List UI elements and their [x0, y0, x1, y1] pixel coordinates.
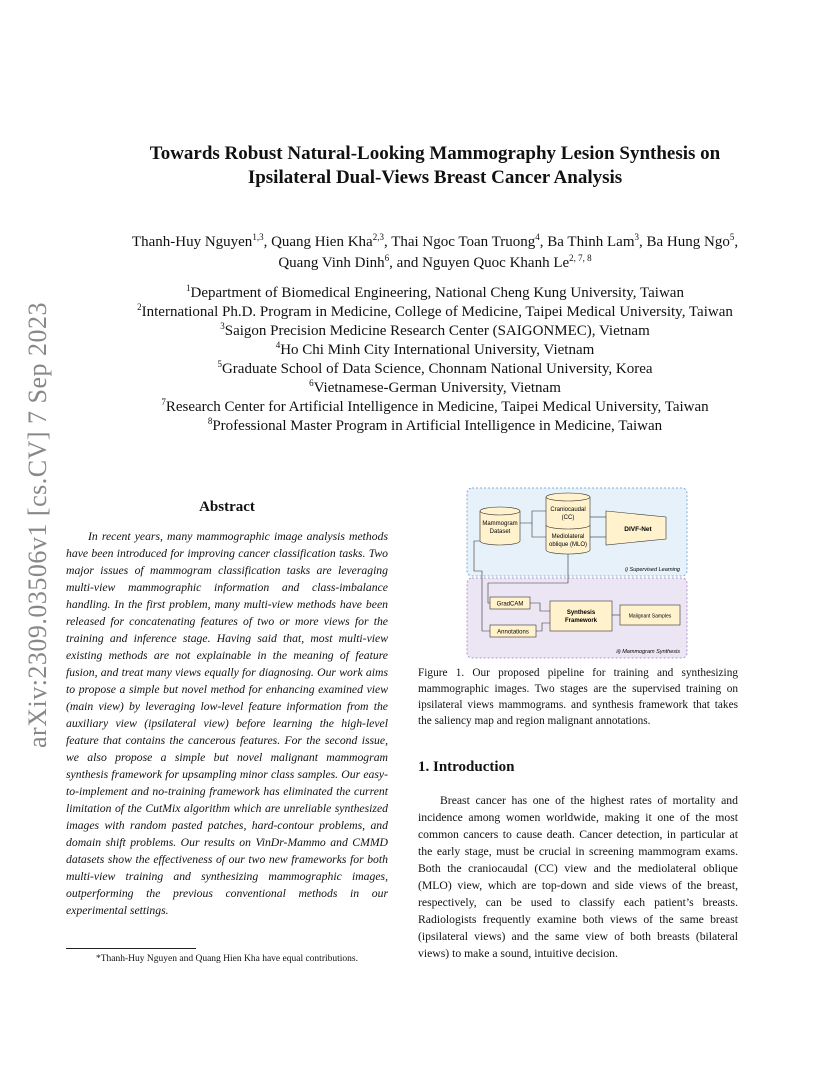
- affil-text: Professional Master Program in Artificial Intelligence in Medicine, Taiwan: [212, 418, 663, 434]
- affiliation-item: [60, 398, 810, 417]
- paper-title: [90, 142, 780, 190]
- affil-sup: 8: [207, 416, 213, 426]
- introduction-body: Breast cancer has one of the highest rates of mortality and incidence among women worldwide, making it one of the most common cancers to cause death. Cancer detection, in particular at the early stage, must be crucial in screening mammogram exams. Both the craniocaudal (CC) view and the mediolateral oblique (MLO) view, which are top-down and side views of the breast, respectively, can be used to classify each patient’s breasts. Radiologists frequently examine both views of the same breast (ipsilateral views) and the same view of both breasts (bilateral views) to make a sound, intuitive decision.: [418, 794, 738, 960]
- author-separator: , and: [389, 255, 423, 271]
- introduction-heading: 1. Introduction: [418, 759, 515, 775]
- affil-sup: 4: [275, 340, 281, 350]
- fig-cc-label-1: Craniocaudal: [550, 507, 586, 513]
- abstract-body: In recent years, many mammographic image analysis methods have been introduced for improving cancer classification tasks. Two major issues of mammogram classification tasks are leveraging multi-view mammographic information and class-imbalance handling. In the first problem, many multi-view methods have been released for concatenating features of two or more views for the training and inference stage. Having said that, most multi-view existing methods are not explainable in the meaning of feature fusion, and treat many views equally for diagnosing. Our work aims to propose a simple but novel method for enhancing examined view (main view) by leveraging low-level feature information from the auxiliary view (ipsilateral view) before learning the high-level feature that contains the cancerous features. For the second issue, we also propose a simple but novel malignant mammogram synthesis framework for upsampling minor class samples. Our easy-to-implement and no-training framework has eliminated the current limitation of the CutMix algorithm which are unreliable synthesized images with random pasted patches, hard-contour problems, and domain shift problems. Our results on VinDr-Mammo and CMMD datasets show the effectiveness of our two new frameworks for both multi-view training and synthesizing mammographic images, outperforming the previous conventional methods in our experimental settings.: [66, 530, 388, 917]
- affil-sup: 3: [220, 321, 225, 331]
- author-affil-sup: 2,3: [372, 232, 384, 242]
- affil-text: Vietnamese-German University, Vietnam: [313, 380, 561, 396]
- figure-caption: Figure 1. Our proposed pipeline for training and synthesizing mammographic images. Two stages are the supervised training on ipsilateral views mammograms. and synthesis framework that takes the saliency map and region malignant annotations.: [418, 667, 738, 727]
- affil-sup: 6: [309, 378, 314, 388]
- title-line-2: Ipsilateral Dual-Views Breast Cancer Analysis: [247, 167, 623, 188]
- affil-text: Saigon Precision Medicine Research Center (SAIGONMEC), Vietnam: [224, 323, 650, 339]
- footnote: *Thanh-Huy Nguyen and Quang Hien Kha have equal contributions.: [96, 954, 358, 964]
- abstract-heading: Abstract: [199, 499, 255, 515]
- fig-annotations-label: Annotations: [497, 629, 529, 636]
- author-separator: ,: [263, 234, 272, 250]
- footnote-divider: [66, 948, 196, 949]
- affil-text: Ho Chi Minh City International University, Vietnam: [280, 342, 595, 358]
- author-separator: ,: [639, 234, 647, 250]
- fig-mlo-label-1: Mediolateral: [551, 534, 585, 540]
- author-name: Nguyen Quoc Khanh Le: [422, 255, 570, 271]
- fig-dataset-label-1: Mammogram: [482, 521, 518, 527]
- author-affil-sup: 6: [384, 253, 390, 263]
- author-line-2: [60, 253, 810, 274]
- fig-dataset-label-2: Dataset: [489, 529, 511, 535]
- fig-synthesis-label-1: Synthesis: [566, 610, 596, 616]
- fig-divf-label: DIVF-Net: [624, 526, 652, 533]
- author-name: Ba Hung Ngo: [646, 234, 730, 250]
- synthesis-framework-block: [550, 601, 612, 631]
- author-separator: ,: [383, 234, 392, 250]
- affiliation-item: [60, 303, 810, 322]
- author-list: [60, 232, 810, 274]
- author-affil-sup: 4: [535, 232, 540, 242]
- author-name: Thanh-Huy Nguyen: [131, 234, 253, 250]
- fig-malignant-label: Malignant Samples: [628, 613, 672, 620]
- fig-cc-label-2: (CC): [561, 515, 575, 521]
- fig-synthesis-caption: ii) Mammogram Synthesis: [616, 649, 680, 655]
- affil-text: Graduate School of Data Science, Chonnam National University, Korea: [221, 361, 653, 377]
- author-separator: ,: [734, 234, 739, 250]
- affil-text: International Ph.D. Program in Medicine, College of Medicine, Taipei Medical University, Taiwan: [141, 304, 733, 320]
- author-name: Thai Ngoc Toan Truong: [391, 234, 536, 250]
- author-line-1: [60, 232, 810, 253]
- author-name: Quang Hien Kha: [271, 234, 373, 250]
- arxiv-id-text: arXiv:2309.03506v1 [cs.CV] 7 Sep 2023: [23, 301, 53, 749]
- author-separator: ,: [539, 234, 548, 250]
- affiliation-item: [60, 322, 810, 341]
- author-affil-sup: 2, 7, 8: [569, 253, 592, 263]
- affil-sup: 1: [186, 283, 191, 293]
- pipeline-figure: [466, 487, 688, 659]
- affiliation-item: [60, 284, 810, 303]
- affiliation-list: [60, 284, 810, 436]
- fig-gradcam-label: GradCAM: [496, 601, 524, 608]
- author-name: Ba Thinh Lam: [547, 234, 635, 250]
- title-line-1: Towards Robust Natural-Looking Mammography Lesion Synthesis on: [149, 143, 721, 164]
- affil-sup: 7: [161, 397, 166, 407]
- affil-text: Research Center for Artificial Intelligence in Medicine, Taipei Medical University, Taiwan: [165, 399, 709, 415]
- author-affil-sup: 5: [729, 232, 735, 242]
- fig-mlo-label-2: oblique (MLO): [548, 542, 588, 548]
- author-affil-sup: 3: [634, 232, 639, 242]
- fig-synthesis-label-2: Framework: [564, 618, 598, 624]
- affil-sup: 2: [137, 302, 142, 312]
- affiliation-item: [60, 379, 810, 398]
- affil-text: Department of Biomedical Engineering, National Cheng Kung University, Taiwan: [190, 285, 684, 301]
- affiliation-item: [60, 417, 810, 436]
- fig-supervised-caption: i) Supervised Learning: [624, 567, 680, 573]
- affil-sup: 5: [217, 359, 222, 369]
- affiliation-item: [60, 341, 810, 360]
- affiliation-item: [60, 360, 810, 379]
- author-name: Quang Vinh Dinh: [278, 255, 385, 271]
- arxiv-side-stamp: [20, 290, 56, 760]
- author-affil-sup: 1,3: [252, 232, 264, 242]
